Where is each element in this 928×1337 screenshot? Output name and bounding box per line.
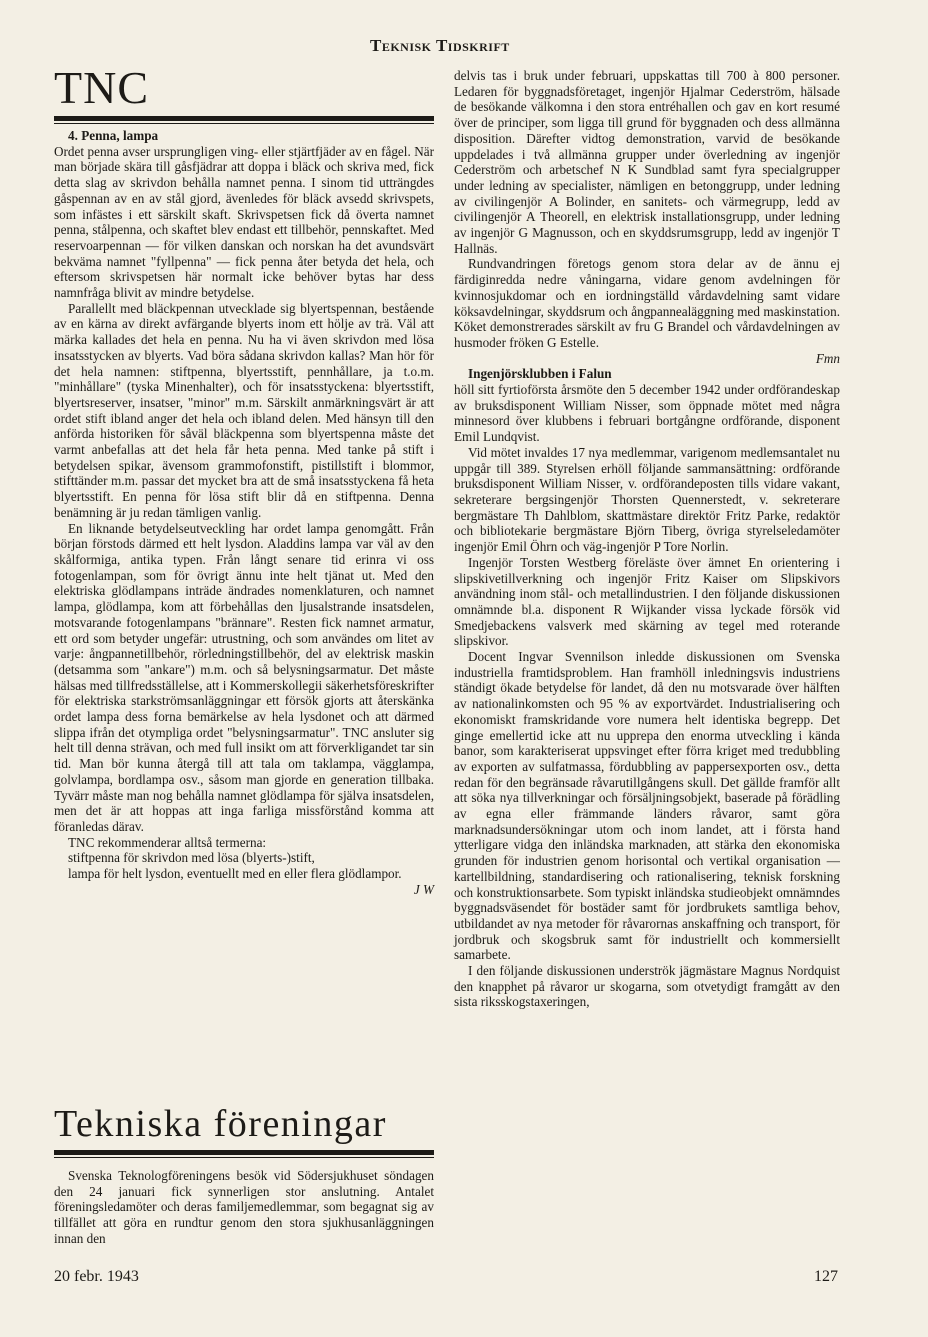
falun-heading: Ingenjörsklubben i Falun: [468, 366, 612, 382]
title-rule-thin: [54, 123, 434, 124]
footer-date: 20 febr. 1943: [54, 1268, 139, 1285]
svenska-column: [54, 1168, 434, 1247]
falun-paragraph: Vid mötet invaldes 17 nya medlemmar, varigenom medlemsantalet nu uppgår till 389. Styrelsen erhöll följande sammansättning: ordförande bruksdisponent William Nisser, v. ordförandeposten tills vidare vakant, sekreterare bergsingenjör Thorsten Quennerstedt, v. sekreterare bergmästare Th Dahlblom, skattmästare direktör Fritz Parke, redaktör och bibliotekarie bergmästare Björn Tiberg, övriga styrelseledamöter ingenjör Emil Öhrn och väg-ingenjör P Tore Norlin.: [454, 444, 840, 555]
tnc-heading: 4. Penna, lampa: [68, 128, 159, 143]
tnc-paragraph: Parallellt med bläckpennan utvecklade sig blyertspennan, bestående av en kärna av direkt avfärgande blyerts inom ett hölje av trä. Väl att märka kallades det hela en penna. Nu ha vi även skrivdon med lösa insatsstycken av blyerts. Vad böra sådana skrivdon kallas? Man hör för det hela namnen: stiftpenna, blyertsstift, pennhållare, ja t.o.m. "minhållare" (tyska Minenhalter), och för insatsstyckena: blyertsstift, blyertsreserver, insatser, "minor" m.m. Särskilt anmärkningsvärt är att ordet stift ibland anger det hela och ibland delen. Med hänsyn till den anförda historiken för såväl bläckpenna som blyertspenna måste det varmt anbefallas att det hela får heta penna. Med tanke på stift i betydelsen spikar, ävensom grammofonstift, pistillstift i blommor, stifttänder m.m. passar det mycket bra att de små insatsstyckena få heta blyertsstift. En penna för lösa stift blir då en stiftpenna. Denna benämning är ju redan tämligen vanlig.: [54, 300, 434, 520]
section-rule: [54, 1150, 434, 1155]
tnc-signature: J W: [413, 881, 434, 897]
tnc-column: [54, 128, 434, 897]
section-title: Tekniska föreningar: [54, 1103, 387, 1145]
svenska-paragraph: Svenska Teknologföreningens besök vid Södersjukhuset söndagen den 24 januari fick synnerligen stor anslutning. Antalet föreningsledamöter och deras familjemedlemmar, som begagnat sig av tillfället att göra en rundtur genom den stora sjukhusanläggningen innan den: [54, 1168, 434, 1246]
right-column: [454, 68, 840, 1010]
section-rule-thin: [54, 1157, 434, 1158]
falun-paragraph: Ingenjör Torsten Westberg föreläste över ämnet En orientering i slipskivetillverkning och ingenjör Fritz Kaiser om Slipskivors användning inom stål- och metallindustrien. I den följande diskussionen omnämnde bl.a. disponent R Wijkander vissa lyckade försök vid Smedjebackens valsverk med skärning av tegel med roterande slipskivor.: [454, 554, 840, 649]
footer-page-number: 127: [814, 1268, 838, 1285]
journal-header: Teknisk Tidskrift: [370, 36, 510, 55]
tnc-term: lampa för helt lysdon, eventuellt med en eller flera glödlampor.: [68, 866, 402, 882]
tnc-paragraph: TNC rekommenderar alltså termerna:: [68, 834, 267, 850]
falun-paragraph: höll sitt fyrtioförsta årsmöte den 5 december 1942 under ordförandeskap av bruksdisponent William Nisser, som öppnade mötet med några minnesord över klubbens i februari bortgångne ordförande, disponent Emil Lundqvist.: [454, 382, 840, 445]
right-paragraph: Rundvandringen företogs genom stora delar av de ännu ej färdiginredda nedre våningarna, vidare genom avdelningen för kvinnosjukdomar och en iordningställd vårdavdelning samt vidare köksavdelningar, skyddsrum och ångpannealäggning med maskinstation. Köket demonstrerades särskilt av fru G Brandel och vårdavdelningen av husmoder fröken G Estelle.: [454, 256, 840, 350]
right-paragraph: delvis tas i bruk under februari, uppskattas till 700 à 800 personer. Ledaren för byggnadsföretaget, ingenjör Hjalmar Cederström, hälsade de besökande välkomna i den stora entréhallen och gav en kort resumé över de principer, som ligga till grund för byggnaden och dess allmänna disposition. Därefter vidtog demonstration, varvid de besökande uppdelades i två allmänna grupper under överledning av ingenjör Cederström och arbetschef N K Sundblad samt fyra specialgrupper under ledning av specialister, nämligen en betonggrupp, under ledning av civilingenjör A Bolinder, en sanitets- och värmegrupp, ledd av civilingenjör A Theorell, en elektrisk installationsgrupp, under ledning av ingenjör G Magnusson, och en skyddsrumsgrupp, ledd av ingenjör T Hallnäs.: [454, 68, 840, 256]
tnc-title: TNC: [54, 62, 149, 113]
tnc-paragraph: Ordet penna avser ursprungligen ving- eller stjärtfjäder av en fågel. När man började skära till gåsfjädrar att doppa i bläck och skriva med, fick detta slag av skrivdon behålla namnet penna. I sinom tid utträngdes gåspennan av en av stål gjord, ävenledes för bläck avsedd skrivspets, som infästes i ett särskilt skaft. Skrivspetsen fick då överta namnet penna, stålpenna, och skaftet blev endast ett tillbehör, pennskaftet. Med reservoarpennan — för vilken danskan och norskan ha det avundsvärt bekväma namnet "fyllpenna" — fick penna åter betyda det hela, och eftersom skrivspetsen här normalt icke behöver bytas har dess namnfråga blivit av mindre betydelse.: [54, 143, 434, 301]
falun-paragraph: Docent Ingvar Svennilson inledde diskussionen om Svenska industriella framtidsproblem. Han framhöll inledningsvis industriens ständigt ökade betydelse för landet, då den nu motsvarade över hälften av nationalinkomsten och 95 % av exportvärdet. Industrialisering och ekonomiskt framskridande vore numera helt identiska begrepp. Det ginge emellertid icke att nu upprepa den enorma utveckling i kända banor, som karakteriserat uppsvinget efter förra kriget med tredubbling av exporten av sulfatmassa, fördubbling av pappersexporten osv., detta redan för den begränsade råvarutillgångens skull. Det gällde framför allt att söka nya tillverkningar och försäljningsobjekt, baserade på förädling av egna eller främmande länders råvaror, samt göra marknadsundersökningar utom och inom landet, att i första hand ytterligare vidga den inländska marknaden, att stärka den ekonomiska grunden för industrien genom horisontal och vertikal organisation — kartellbildning, standardisering och rationalisering, teknisk forskning och konstruktionsarbete. Som typiskt inländska studieobjekt omnämndes byggnadsväsendet för bostäder samt för jordbrukets samtliga behov, utbildandet av nya metoder för råvarornas anskaffning och transport, för jordbruk och skogsbruk samt för industriellt och kommersiellt samarbete.: [454, 649, 840, 963]
tnc-paragraph: En liknande betydelseutveckling har ordet lampa genomgått. Från början förstods därmed ett helt lysdon. Aladdins lampa var väl av den skålformiga, antika typen. Från långt senare tid erinra vi oss fotogenlampan, som för övrigt ännu inte helt tjänat ut. Med den elektriska glödlampans inträde ändrades nomenklaturen, och namnet lampa, glödlampa, kom att förbehållas den ljusalstrande insatsdelen, motsvarande fotogenlampans "brännare". Resten fick namnet armatur, ett ord som betyder ungefär: utrustning, och som användes om litet av varje: ångpannetillbehör, rörledningstillbehör, del av elektrisk maskin (detsamma som "ankare") m.m. och så belysningsarmatur. Det måste hälsas med tillfredsställelse, att i Kommerskollegii säkerhetsföreskrifter för elektriska starkströmsanläggningar ett försök gjorts att återskänka ordet lampa dess forna bemärkelse av hela lysdonet och att därmed slippa ifrån det otympliga ordet "belysningsarmatur". TNC ansluter sig helt till denna strävan, och med full insikt om att förverkligandet tar sin tid. Man bör kunna återgå till att tala om taklampa, vägglampa, golvlampa, bordlampa osv., såsom man gjorde en generation tillbaka. Tyvärr måste man nog behålla namnet glödlampa för själva insatsdelen, men det är att hoppas att inga farliga missförstånd komma att föranledas därav.: [54, 520, 434, 834]
falun-paragraph: I den följande diskussionen underströk jägmästare Magnus Nordquist den knapphet på råvaror ur skogarna, som otvetydigt framgått av den sista riksskogstaxeringen,: [454, 963, 840, 1010]
right-signature: Fmn: [815, 350, 840, 366]
tnc-term: stiftpenna för skrivdon med lösa (blyerts-)stift,: [68, 850, 315, 866]
title-rule: [54, 116, 434, 121]
